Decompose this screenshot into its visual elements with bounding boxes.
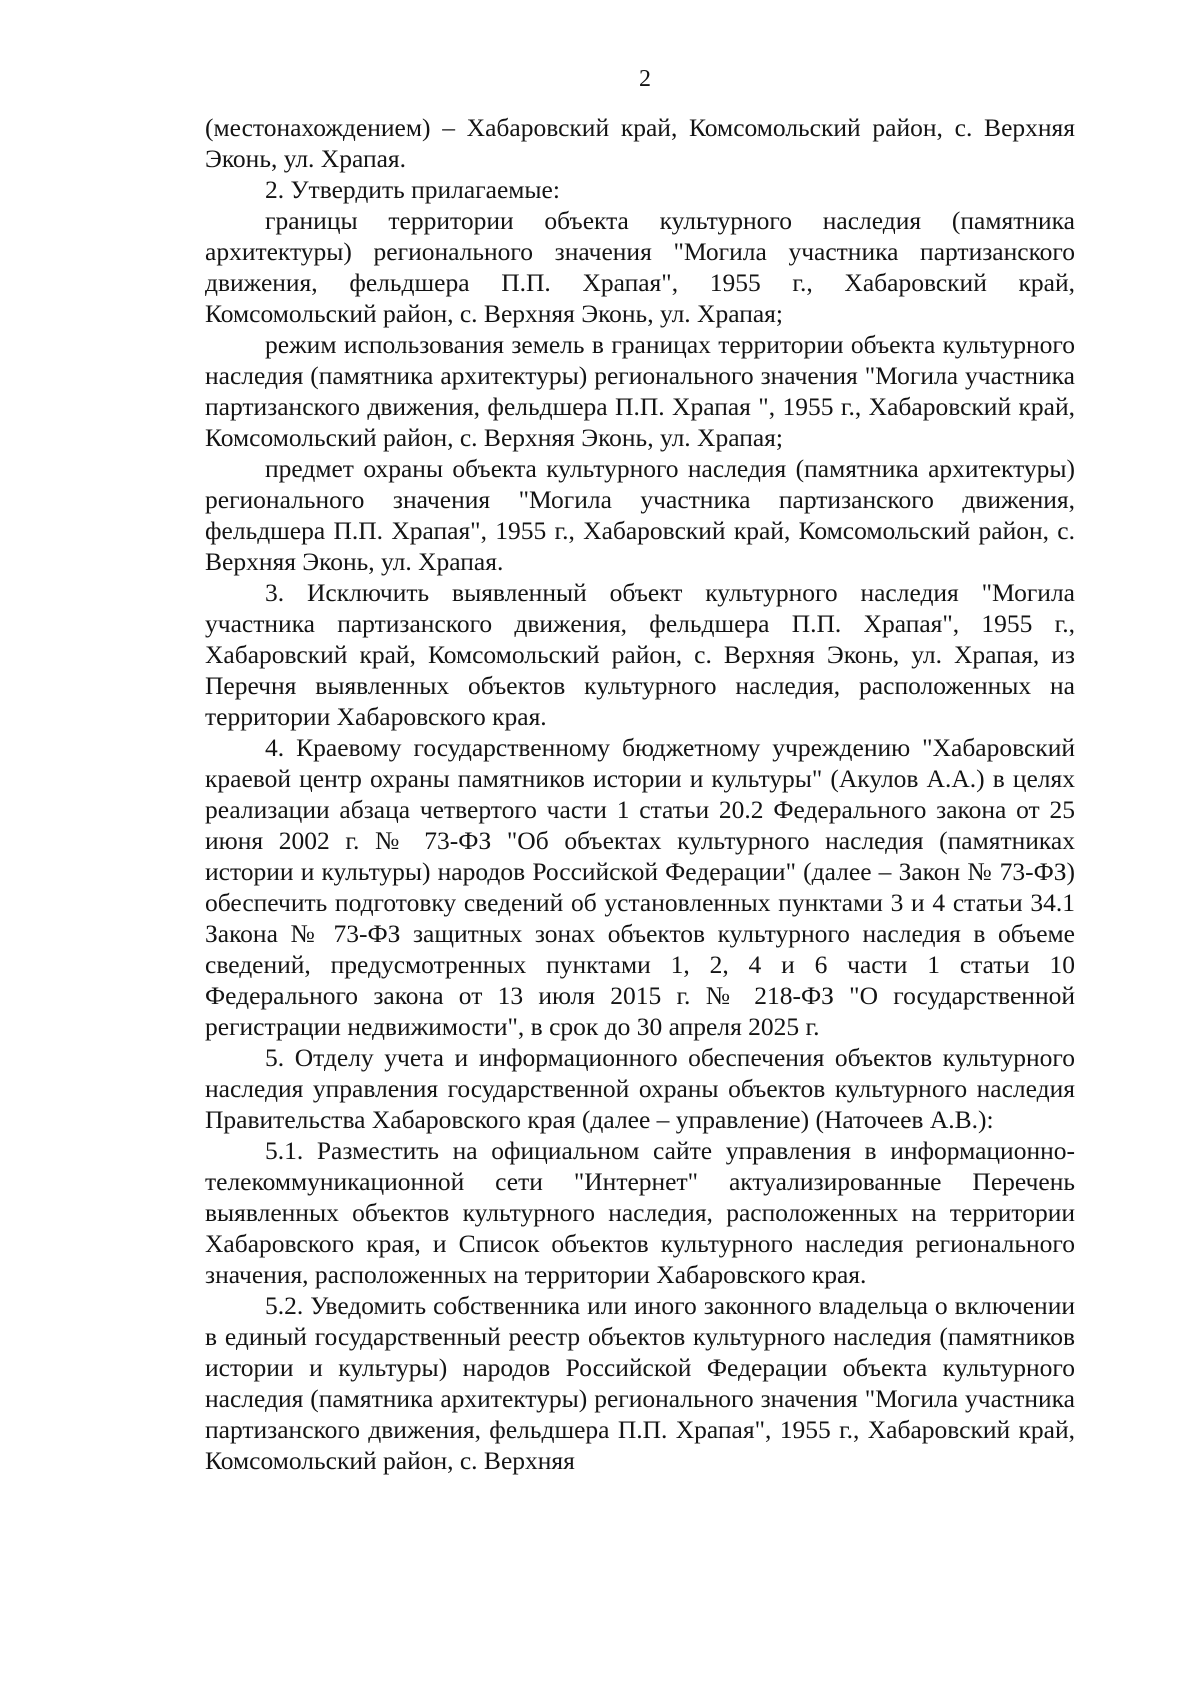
paragraph-item-5: 5. Отделу учета и информационного обеспечения объектов культурного наследия управления государственной охраны объектов культурного наследия Правительства Хабаровского края (далее – управление) (Наточеев А.В.): <box>205 1043 1075 1134</box>
paragraph-land-use-regime: режим использования земель в границах территории объекта культурного наследия (памятника архитектуры) регионального значения "Могила участника партизанского движения, фельдшера П.П. Храпая ", 1955 г., Хабаровский край, Комсомольский район, с. Верхняя Эконь, ул. Храпая; <box>205 330 1075 452</box>
paragraph-protection-subject: предмет охраны объекта культурного наследия (памятника архитектуры) регионального значения "Могила участника партизанского движения, фельдшера П.П. Храпая", 1955 г., Хабаровский край, Комсомольский район, с. Верхняя Эконь, ул. Храпая. <box>205 454 1075 576</box>
paragraph-territory-boundaries: границы территории объекта культурного наследия (памятника архитектуры) регионального значения "Могила участника партизанского движения, фельдшера П.П. Храпая", 1955 г., Хабаровский край, Комсомольский район, с. Верхняя Эконь, ул. Храпая; <box>205 206 1075 328</box>
paragraph-item-5-2: 5.2. Уведомить собственника или иного законного владельца о включении в единый государственный реестр объектов культурного наследия (памятников истории и культуры) народов Российской Федерации объекта культурного наследия (памятника архитектуры) регионального значения "Могила участника партизанского движения, фельдшера П.П. Храпая", 1955 г., Хабаровский край, Комсомольский район, с. Верхняя <box>205 1291 1075 1475</box>
paragraph-item-2: 2. Утвердить прилагаемые: <box>265 175 560 204</box>
paragraph-item-4: 4. Краевому государственному бюджетному учреждению "Хабаровский краевой центр охраны памятников истории и культуры" (Акулов А.А.) в целях реализации абзаца четвертого части 1 статьи 20.2 Федерального закона от 25 июня 2002 г. № 73-ФЗ "Об объектах культурного наследия (памятниках истории и культуры) народов Российской Федерации" (далее – Закон № 73-ФЗ) обеспечить подготовку сведений об установленных пунктами 3 и 4 статьи 34.1 Закона № 73-ФЗ защитных зонах объектов культурного наследия в объеме сведений, предусмотренных пунктами 1, 2, 4 и 6 части 1 статьи 10 Федерального закона от 13 июля 2015 г. № 218-ФЗ "О государственной регистрации недвижимости", в срок до 30 апреля 2025 г. <box>205 733 1075 1041</box>
paragraph-item-3: 3. Исключить выявленный объект культурного наследия "Могила участника партизанского движения, фельдшера П.П. Храпая", 1955 г., Хабаровский край, Комсомольский район, с. Верхняя Эконь, ул. Храпая, из Перечня выявленных объектов культурного наследия, расположенных на территории Хабаровского края. <box>205 578 1075 731</box>
document-body <box>205 112 1075 1476</box>
paragraph-location-end: (местонахождением) – Хабаровский край, Комсомольский район, с. Верхняя Эконь, ул. Храпая. <box>205 113 1075 173</box>
page-number: 2 <box>639 66 651 92</box>
paragraph-item-5-1: 5.1. Разместить на официальном сайте управления в информационно-телекоммуникационной сети "Интернет" актуализированные Перечень выявленных объектов культурного наследия, расположенных на территории Хабаровского края, и Список объектов культурного наследия регионального значения, расположенных на территории Хабаровского края. <box>205 1136 1075 1289</box>
